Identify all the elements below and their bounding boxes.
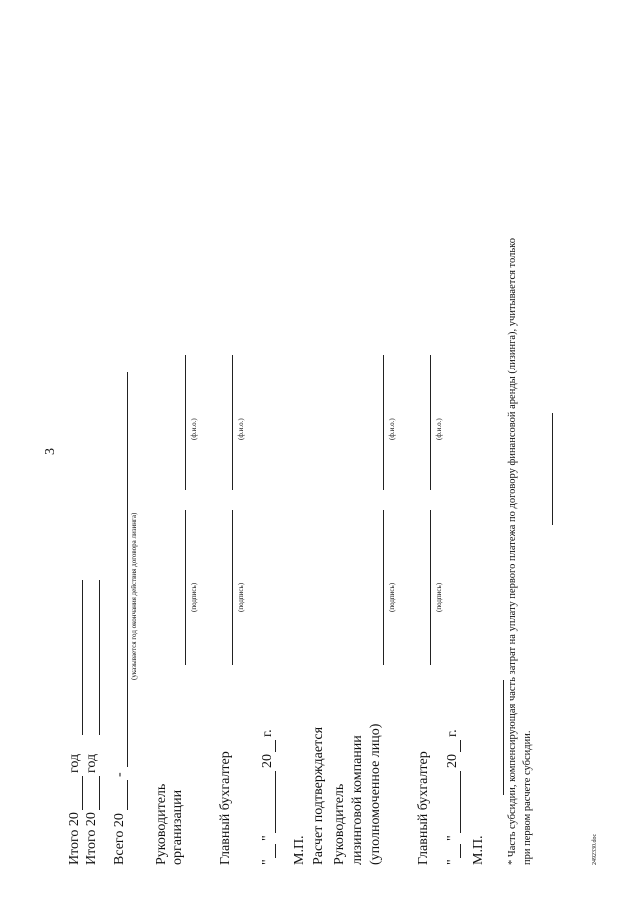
org-stamp: М.П. [292,835,307,865]
grand-total-year-blank [127,780,128,810]
footnote-rule [503,680,504,795]
confirmation-title: Расчет подтверждается [311,726,326,865]
org-date-month-blank [275,771,276,833]
leasing-date-century: 20 [445,754,460,768]
leasing-date-day-blank [460,844,461,858]
total-year-2-amount-line [99,580,100,735]
leasing-accountant-label: Главный бухгалтер [416,751,431,865]
org-date-year-suffix: г. [260,729,275,737]
org-head-name-line [185,355,186,490]
leasing-head-name-caption: (ф.и.о.) [388,418,396,440]
file-reference: 2492330.doc [592,833,598,865]
separator-rule [552,413,553,525]
org-accountant-name-line [232,355,233,490]
total-year-2-suffix: год [84,753,99,773]
leasing-date-open-quote: " [445,859,460,865]
leasing-head-label-line-2: лизинговой компании [350,735,365,865]
leasing-head-label-line-1: Руководитель [332,783,347,865]
total-year-1-suffix: год [67,753,82,773]
org-accountant-name-caption: (ф.и.о.) [237,418,245,440]
org-head-signature-line [185,510,186,665]
leasing-head-signature-caption: (подпись) [388,582,396,612]
total-year-2-blank [99,776,100,810]
leasing-stamp: М.П. [471,835,486,865]
org-date-year-blank [275,740,276,752]
footnote-line-1: * Часть субсидии, компенсирующая часть затрат на уплату первого платежа по договору финансовой аренды (лизинга), учитывается только [507,238,518,865]
leasing-head-signature-line [383,510,384,665]
leasing-accountant-signature-line [430,510,431,665]
leasing-date-year-blank [460,740,461,752]
org-date-day-blank [275,844,276,858]
org-head-name-caption: (ф.и.о.) [190,418,198,440]
leasing-accountant-name-caption: (ф.и.о.) [435,418,443,440]
grand-total-prefix: Всего 20 [112,813,127,865]
org-accountant-signature-line [232,510,233,665]
org-accountant-label: Главный бухгалтер [218,751,233,865]
footnote-line-2: при первом расчете субсидии. [522,730,533,865]
leasing-accountant-signature-caption: (подпись) [435,582,443,612]
grand-total-line [127,372,128,767]
leasing-head-name-line [383,355,384,490]
org-date-close-quote: " [260,835,275,841]
grand-total-dash: - [112,772,127,777]
leasing-date-year-suffix: г. [445,729,460,737]
leasing-date-month-blank [460,771,461,833]
page-number: 3 [43,448,58,455]
org-accountant-signature-caption: (подпись) [237,582,245,612]
total-year-2-prefix: Итого 20 [84,812,99,865]
grand-total-note: (указывается год окончания действия договора лизинга) [130,512,138,680]
org-head-label-line-2: организации [170,789,185,865]
leasing-date-close-quote: " [445,835,460,841]
org-head-label-line-1: Руководитель [154,783,169,865]
org-head-signature-caption: (подпись) [190,582,198,612]
total-year-1-prefix: Итого 20 [67,812,82,865]
total-year-1-blank [82,776,83,810]
total-year-1-amount-line [82,580,83,735]
org-date-century: 20 [260,754,275,768]
leasing-accountant-name-line [430,355,431,490]
org-date-open-quote: " [260,859,275,865]
leasing-head-label-line-3: (уполномоченное лицо) [368,723,383,865]
